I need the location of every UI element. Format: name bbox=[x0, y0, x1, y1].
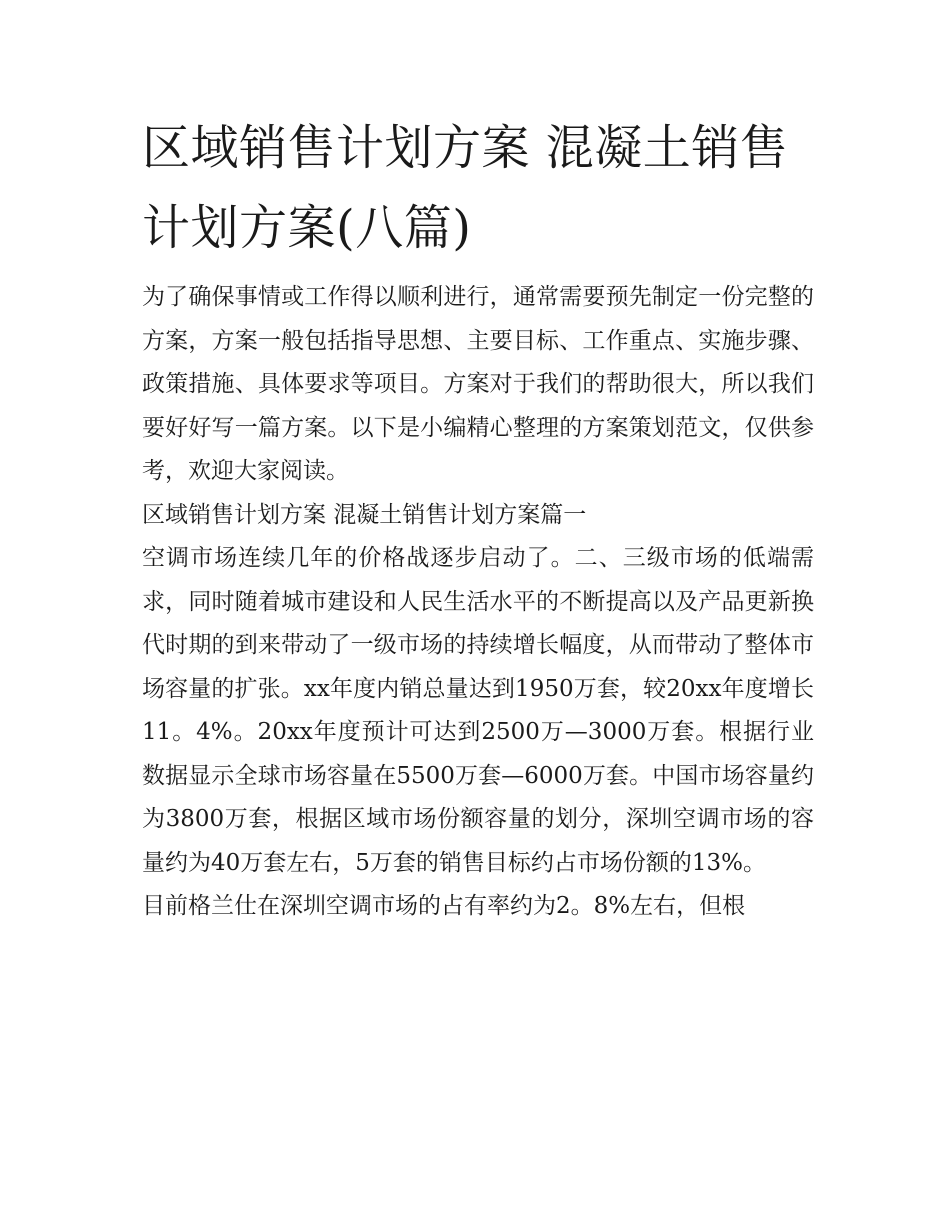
body-paragraph: 目前格兰仕在深圳空调市场的占有率约为2。8%左右，但根 bbox=[142, 893, 746, 919]
document-title: 区域销售计划方案 混凝土销售计划方案(八篇) bbox=[142, 120, 789, 256]
section-heading: 区域销售计划方案 混凝土销售计划方案篇一 bbox=[142, 501, 587, 528]
intro-paragraph: 为了确保事情或工作得以顺利进行，通常需要预先制定一份完整的方案，方案一般包括指导思想、主要目标、工作重点、实施步骤、政策措施、具体要求等项目。方案对于我们的帮助很大，所以我们要好好写一篇方案。以下是小编精心整理的方案策划范文，仅供参考，欢迎大家阅读。 bbox=[142, 284, 814, 484]
document-body bbox=[142, 108, 814, 929]
body-paragraph: 空调市场连续几年的价格战逐步启动了。二、三级市场的低端需求，同时随着城市建设和人民生活水平的不断提高以及产品更新换代时期的到来带动了一级市场的持续增长幅度，从而带动了整体市场容量的扩张。xx年度内销总量达到1950万套，较20xx年度增长11。4%。20xx年度预计可达到2500万—3000万套。根据行业数据显示全球市场容量在5500万套—6000万套。中国市场容量约为3800万套，根据区域市场份额容量的划分，深圳空调市场的容量约为40万套左右，5万套的销售目标约占市场份额的13%。 bbox=[142, 545, 814, 876]
